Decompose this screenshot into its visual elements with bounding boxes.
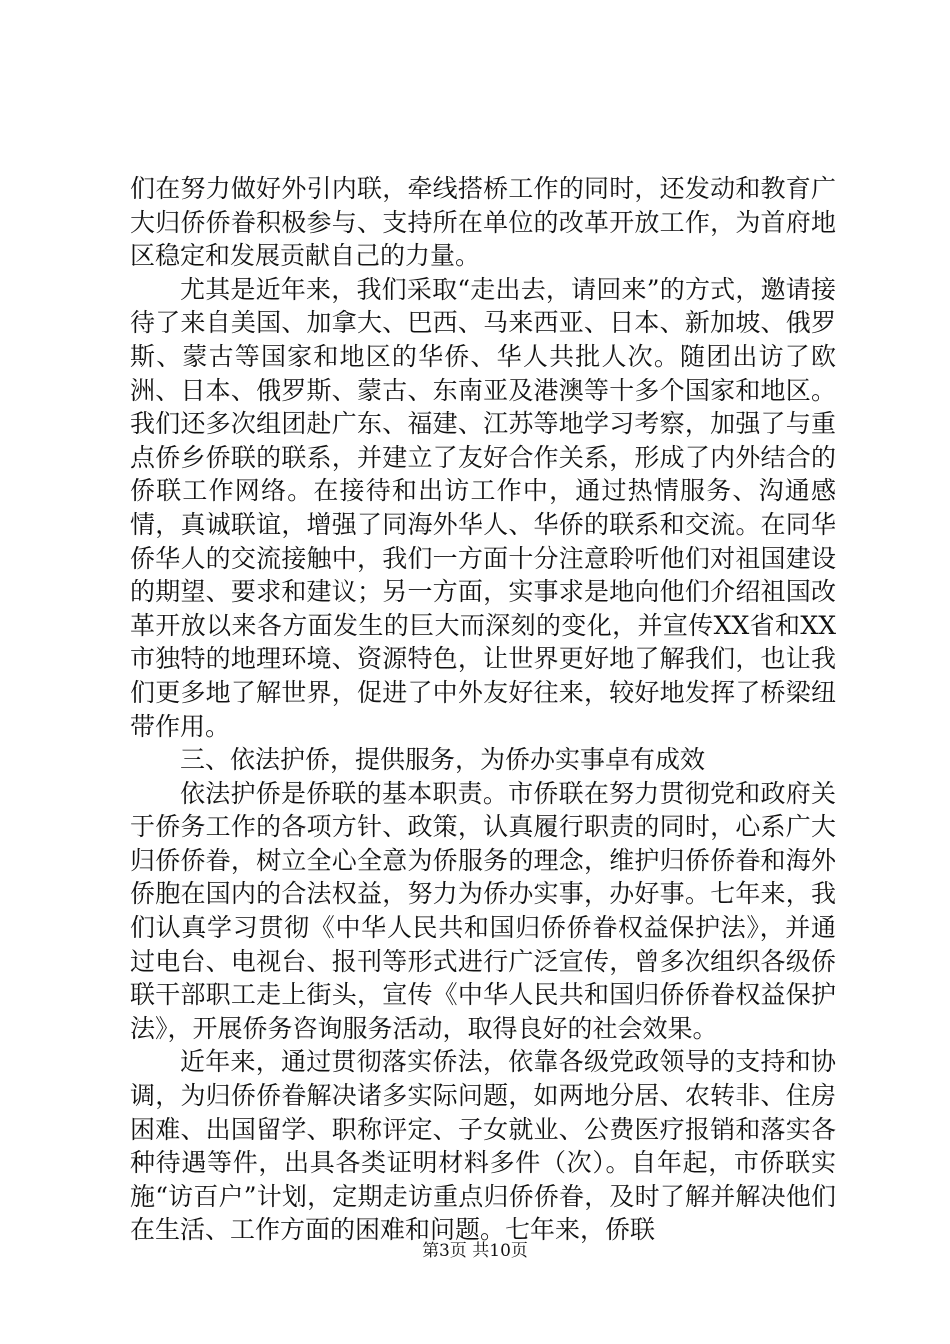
page-footer: 第3页 共10页 [422, 1241, 528, 1261]
section-heading-3: 三、依法护侨，提供服务，为侨办实事卓有成效 [180, 745, 706, 775]
paragraph-overseas-exchange: 尤其是近年来，我们采取“走出去，请回来”的方式，邀请接待了来自美国、加拿大、巴西、马来西亚、日本、新加坡、俄罗斯、蒙古等国家和地区的华侨、华人共批人次。随团出访了欧洲、日本、俄罗斯、蒙古、东南亚及港澳等十多个国家和地区。我们还多次组团赴广东、福建、江苏等地学习考察，加强了与重点侨乡侨联的联系，并建立了友好合作关系，形成了内外结合的侨联工作网络。在接待和出访工作中，通过热情服务、沟通感情，真诚联谊，增强了同海外华人、华侨的联系和交流。在同华侨华人的交流接触中，我们一方面十分注意聆听他们对祖国建设的期望、要求和建议；另一方面，实事求是地向他们介绍祖国改革开放以来各方面发生的巨大而深刻的变化，并宣传XX省和XX市独特的地理环境、资源特色，让世界更好地了解我们，也让我们更多地了解世界，促进了中外友好往来，较好地发挥了桥梁纽带作用。 [130, 274, 836, 741]
paragraph-continuation: 们在努力做好外引内联，牵线搭桥工作的同时，还发动和教育广大归侨侨眷积极参与、支持所在单位的改革开放工作，为首府地区稳定和发展贡献自己的力量。 [130, 174, 836, 271]
document-body [130, 172, 836, 1247]
paragraph-law-protection: 依法护侨是侨联的基本职责。市侨联在努力贯彻党和政府关于侨务工作的各项方针、政策，认真履行职责的同时，心系广大归侨侨眷，树立全心全意为侨服务的理念，维护归侨侨眷和海外侨胞在国内的合法权益，努力为侨办实事，办好事。七年来，我们认真学习贯彻《中华人民共和国归侨侨眷权益保护法》，并通过电台、电视台、报刊等形式进行广泛宣传，曾多次组织各级侨联干部职工走上街头，宣传《中华人民共和国归侨侨眷权益保护法》，开展侨务咨询服务活动，取得良好的社会效果。 [130, 778, 836, 1043]
paragraph-recent-years: 近年来，通过贯彻落实侨法，依靠各级党政领导的支持和协调，为归侨侨眷解决诸多实际问题，如两地分居、农转非、住房困难、出国留学、职称评定、子女就业、公费医疗报销和落实各种待遇等件，出具各类证明材料多件（次）。自年起，市侨联实施“访百户”计划，定期走访重点归侨侨眷，及时了解并解决他们在生活、工作方面的困难和问题。七年来，侨联 [130, 1047, 836, 1245]
